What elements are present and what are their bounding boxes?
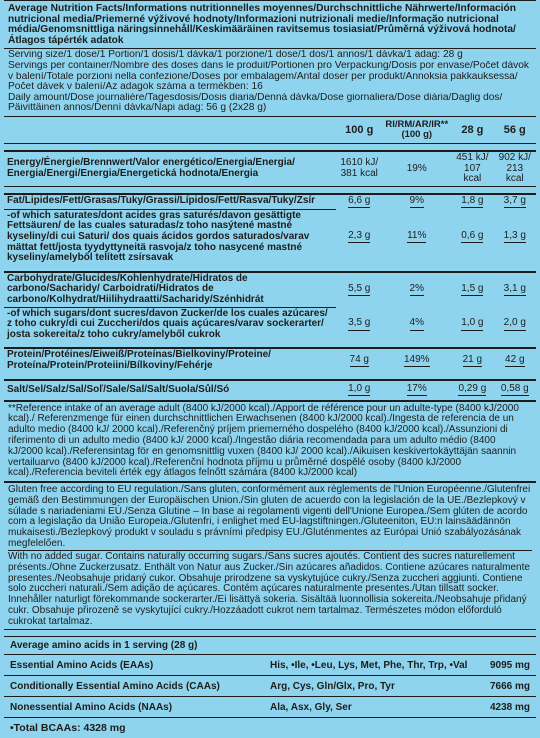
amino-list: His, •Ile, •Leu, Lys, Met, Phe, Thr, Trp, •Val bbox=[270, 659, 468, 671]
fat-row bbox=[4, 194, 536, 210]
amino-value: 4238 mg bbox=[489, 701, 530, 713]
fat-56g: 3,7 g bbox=[504, 196, 526, 209]
amino-list: Ala, Asx, Gly, Ser bbox=[270, 701, 352, 713]
servings-per-container-3: Počet dávek v balení/Az adagok száma a termékben: 16 bbox=[8, 82, 263, 93]
servings-per-container-1: Servings per container/Nombre des doses dans le produit/Portionen pro Verpackung/Dosis por envase/Počet dávok bbox=[8, 60, 529, 71]
daily-amount-1: Daily amount/Dose journalière/Tagesdosis/Dosis diaria/Denná dávka/Dose giornaliera/Dose diária/Daglig dos/ bbox=[8, 92, 503, 103]
sugars-56g: 2,0 g bbox=[504, 318, 526, 331]
energy-100g-kcal: 381 kcal bbox=[340, 167, 378, 179]
amino-name: Conditionally Essential Amino Acids (CAAs) bbox=[10, 680, 220, 692]
sugars-100g: 3,5 g bbox=[348, 318, 370, 331]
total-bcaas: •Total BCAAs: 4328 mg bbox=[10, 722, 126, 735]
amino-heading: Average amino acids in 1 serving (28 g) bbox=[4, 636, 536, 655]
reference-intake-note: **Reference intake of an average adult (8400 kJ/2000 kcal)./Apport de référence pour un adulte-type (8400 kJ/2000 kcal)./ Referenzmenge für einen durchschnittlichen Erwachsenen (8400 kJ/2000 kcal)./Ingesta de referencia de un adulto medio (8400 kJ/ 2000 kcal)./Referenčný príjem priemerného dospelého (8400 kJ/2000 kcal)./Assunzioni di riferimento di un adulto medio (8400 kJ/ 2000 kcal)./Ingestão diária recomendada para um adulto médio (8400 kJ/2000 kcal)./Referensintag för en genomsnittlig vuxen (8400 kJ/ 2000 kcal)./Aikuisen keskivertokäyttäjän saannin vertailuarvo (8400 kJ/2000 kcal)./Referenční hodnota příjmu u průměrné dospělé osoby (8400 kJ/2000 kcal)./Referencia beviteli érték egy átlagos felnőtt számára (8400 kJ/2000 kcal) bbox=[4, 400, 536, 484]
column-header-row bbox=[4, 117, 536, 144]
energy-56g-kcal: 213 kcal bbox=[505, 162, 524, 185]
servings-per-container-2: v balení/Totale porzioni nella confezione/Doses por embalagem/Antal doser per produkt/Annoksia pakkauksessa/ bbox=[8, 71, 518, 82]
nutrition-title: Average Nutrition Facts/Informations nutritionnelles moyennes/Durchschnittliche Nährwerte/Información nutricional media/Priemerné výživové hodnoty/Informazioni nutrizionali medie/Informação nutricional média/Genomsnittliga näringsinnehåll/Keskimääräinen ravitsemus tosiasiat/Průměrná výživová hodnota/Átlagos tápérték adatok bbox=[8, 3, 516, 46]
fat-28g: 1,8 g bbox=[461, 196, 483, 209]
carbohydrate-label: Carbohydrate/Glucides/Kohlenhydrate/Hidratos de carbono/Sacharidy/ Carboidrati/Hidratos de carbono/Kolhydrat/Hiilihydraatti/Sacharidy/Szénhidrát bbox=[4, 272, 336, 307]
serving-size: Serving size/1 dose/1 Portion/1 dosis/1 dávka/1 porzione/1 dose/1 dos/1 annos/1 dávka/1 adag: 28 g bbox=[8, 50, 463, 61]
saturates-ri: 11% bbox=[407, 231, 426, 244]
carbohydrate-100g: 5,5 g bbox=[348, 284, 370, 297]
fat-label: Fat/Lipides/Fett/Grasas/Tuky/Grassi/Lípidos/Fett/Rasva/Tuky/Zsír bbox=[4, 194, 336, 210]
amino-name: Essential Amino Acids (EAAs) bbox=[10, 659, 154, 671]
col-56g: 56 g bbox=[494, 117, 536, 144]
amino-row-eaas bbox=[4, 655, 536, 676]
nutrition-table bbox=[4, 117, 536, 400]
saturates-100g: 2,3 g bbox=[348, 231, 370, 244]
salt-row bbox=[4, 380, 536, 400]
saturates-label: -of which saturates/dont acides gras saturés/davon gesättigte Fettsäuren/ de las cuales saturadas/z toho nasýtené mastné kyseliny/di cui Saturi/ dos quais ácidos gordos saturados/varav mättat fett/josta tyydyttyneitä rasvoja/z toho nasycené mastné kyseliny/amelyből telített zsírsavak bbox=[7, 209, 310, 264]
protein-56g: 42 g bbox=[505, 355, 524, 368]
salt-100g: 1,0 g bbox=[348, 384, 370, 397]
fat-100g: 6,6 g bbox=[348, 196, 370, 209]
energy-28g-kj: 451 kJ/ bbox=[456, 151, 489, 163]
carbohydrate-28g: 1,5 g bbox=[461, 284, 483, 297]
nutrition-label bbox=[4, 0, 536, 738]
salt-ri: 17% bbox=[407, 384, 427, 397]
carbohydrate-56g: 3,1 g bbox=[504, 284, 526, 297]
protein-label: Protein/Protéines/Eiweiß/Proteínas/Bielkoviny/Proteine/ Proteína/Protein/Proteiini/Bílkoviny/Fehérje bbox=[7, 349, 271, 371]
sugars-28g: 1,0 g bbox=[461, 318, 483, 331]
energy-row bbox=[4, 151, 536, 186]
amino-row-naas bbox=[4, 697, 536, 718]
amino-list: Arg, Cys, Gln/Glx, Pro, Tyr bbox=[270, 680, 395, 692]
energy-56g-kj: 902 kJ/ bbox=[498, 151, 531, 163]
protein-28g: 21 g bbox=[463, 355, 482, 368]
sugar-note: With no added sugar. Contains naturally occurring sugars./Sans sucres ajoutés. Contient des sucres naturellement présents./Ohne Zuckerzusatz. Enthält von Natur aus Zucker./Sin azúcares añadidos. Contiene azúcares naturalmente presentes./Neobsahuje pridaný cukor. Obsahuje prirodzene sa vyskytujúce cukry./Senza zuccheri aggiunti. Contiene solo zuccheri naturali./Sem adição de açúcares. Contém açúcares naturalmente presentes./Utan tillsatt socker. Innehåller naturligt förekommande sockerarter./Ei lisättyä sokeria. Sisältää luonnollisia sokereita./Neobsahuje přidaný cukr. Obsahuje přirozeně se vyskytující cukry./Hozzáadott cukrot nem tartalmaz. Természetes módon előforduló cukrokat tartalmaz. bbox=[8, 551, 530, 627]
gluten-note: Gluten free according to EU regulation./Sans gluten, conformément aux règlements de l'Union Européenne./Glutenfrei gemäß den Bestimmungen der Europäischen Union./Sin gluten de acuerdo con la legislación de la UE./Bezlepkový v súlade s nariadeniami EÚ./Senza Glutine – In base ai regolamenti vigenti dell'Unione Europea./Sem glúten de acordo com a legislação da União Europeia./Glutenfri, i enlighet med EU-lagstiftningen./Gluteeniton, EU:n lainsäädännön mukaisesti./Bezlepkový produkt v souladu s právními předpisy EU./Gluténmentes az Európai Unió szabályozásának megfelelően. bbox=[8, 485, 532, 551]
salt-56g: 0,58 g bbox=[501, 384, 529, 397]
saturates-row bbox=[4, 209, 536, 264]
energy-label: Energy/Énergie/Brennwert/Valor energético/Energia/Energia/ Energia/Energi/Energia/Energetická hodnota/Energia bbox=[4, 151, 336, 186]
amino-name: Nonessential Amino Acids (NAAs) bbox=[10, 701, 173, 713]
sugars-label: -of which sugars/dont sucres/davon Zucker/de los cuales azúcares/ z toho cukry/di cui Zuccheri/dos quais açúcares/varav sockerarter/ josta sokereita/z toho cukry/amelyből cukrok bbox=[7, 307, 328, 340]
serving-info bbox=[4, 49, 536, 117]
energy-100g-kj: 1610 kJ/ bbox=[340, 157, 379, 169]
carbohydrate-ri: 2% bbox=[410, 284, 424, 297]
col-100g: 100 g bbox=[336, 117, 382, 144]
nutrition-header bbox=[4, 0, 536, 49]
amino-row-caas bbox=[4, 676, 536, 697]
carbohydrate-row bbox=[4, 272, 536, 307]
salt-28g: 0,29 g bbox=[458, 384, 486, 397]
saturates-56g: 1,3 g bbox=[504, 231, 526, 244]
sugars-ri: 4% bbox=[410, 318, 424, 331]
energy-28g-kcal: 107 kcal bbox=[463, 162, 482, 185]
saturates-28g: 0,6 g bbox=[461, 231, 483, 244]
product-notes bbox=[4, 483, 536, 630]
salt-label: Salt/Sel/Salz/Sal/Soľ/Sale/Sal/Salt/Suola/Sůl/Só bbox=[7, 383, 230, 395]
col-ri: RI/RM/AR/IR** (100 g) bbox=[382, 117, 451, 144]
amino-acid-section bbox=[4, 636, 536, 738]
amino-value: 9095 mg bbox=[489, 659, 530, 671]
protein-100g: 74 g bbox=[350, 355, 369, 368]
amino-value: 7666 mg bbox=[489, 680, 530, 692]
sugars-row bbox=[4, 307, 536, 341]
col-28g: 28 g bbox=[451, 117, 493, 144]
protein-ri: 149% bbox=[404, 355, 430, 368]
protein-row bbox=[4, 348, 536, 372]
daily-amount-2: Päivittäinen annos/Denní dávka/Napi adag: 56 g (2x28 g) bbox=[8, 103, 267, 114]
energy-ri: 19% bbox=[382, 151, 451, 186]
fat-ri: 9% bbox=[410, 196, 424, 209]
